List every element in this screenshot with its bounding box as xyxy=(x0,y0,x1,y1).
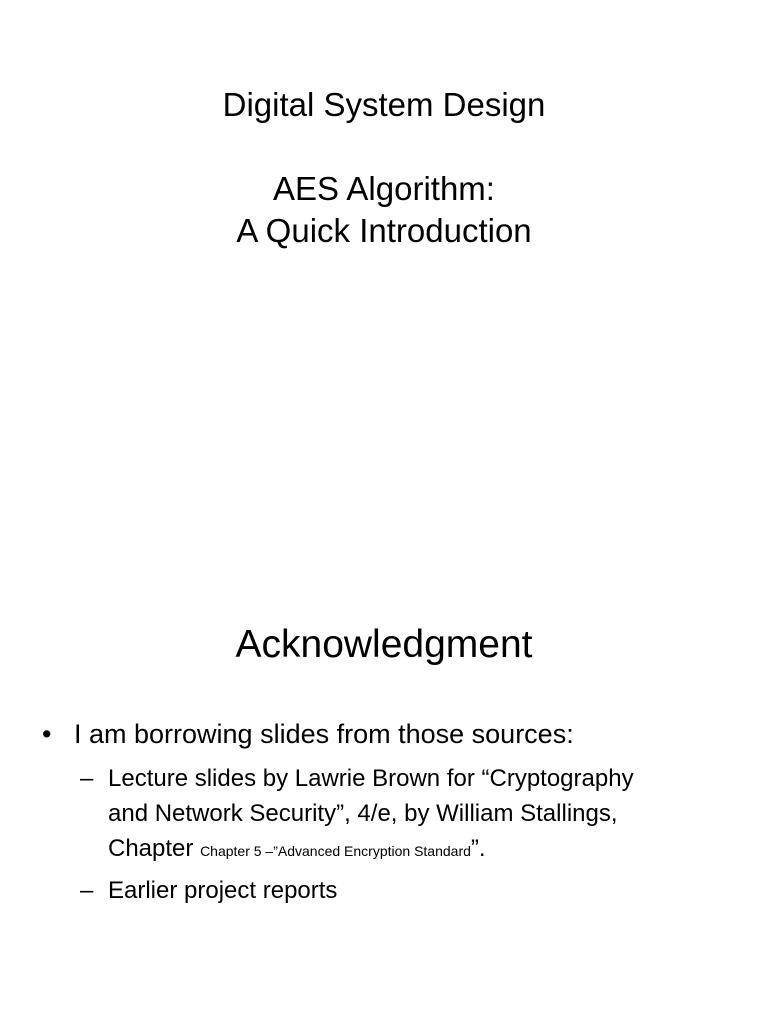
sub-bullet-line-2: and Network Security”, 4/e, by William Stallings, xyxy=(108,800,618,827)
sub-bullet-line-1: Lecture slides by Lawrie Brown for “Cryptography xyxy=(108,765,634,792)
sub-bullet-item-lecture-slides xyxy=(80,761,740,869)
chapter-word: Chapter xyxy=(108,835,194,862)
bullet-marker: • xyxy=(42,719,52,749)
subtitle-line-1: AES Algorithm: xyxy=(273,170,495,207)
subtitle-line-2: A Quick Introduction xyxy=(236,212,532,249)
sub-bullet-marker: – xyxy=(80,765,94,792)
bullet-list xyxy=(40,715,740,912)
sub-bullet-marker: – xyxy=(80,877,94,904)
acknowledgment-title: Acknowledgment xyxy=(235,623,533,666)
closing-quote: ”. xyxy=(470,835,486,862)
sub-bullet-text: Earlier project reports xyxy=(108,877,338,904)
course-title: Digital System Design xyxy=(222,86,546,123)
title-spacer xyxy=(0,126,768,168)
sub-bullet-list xyxy=(80,761,740,908)
bullet-text: I am borrowing slides from those sources: xyxy=(74,719,574,749)
bullet-item xyxy=(40,715,740,753)
chapter-reference: Chapter 5 –”Advanced Encryption Standard xyxy=(200,843,471,859)
title-block xyxy=(0,84,768,252)
sub-bullet-line-3 xyxy=(108,835,486,862)
sub-bullet-item-project-reports xyxy=(80,873,740,908)
